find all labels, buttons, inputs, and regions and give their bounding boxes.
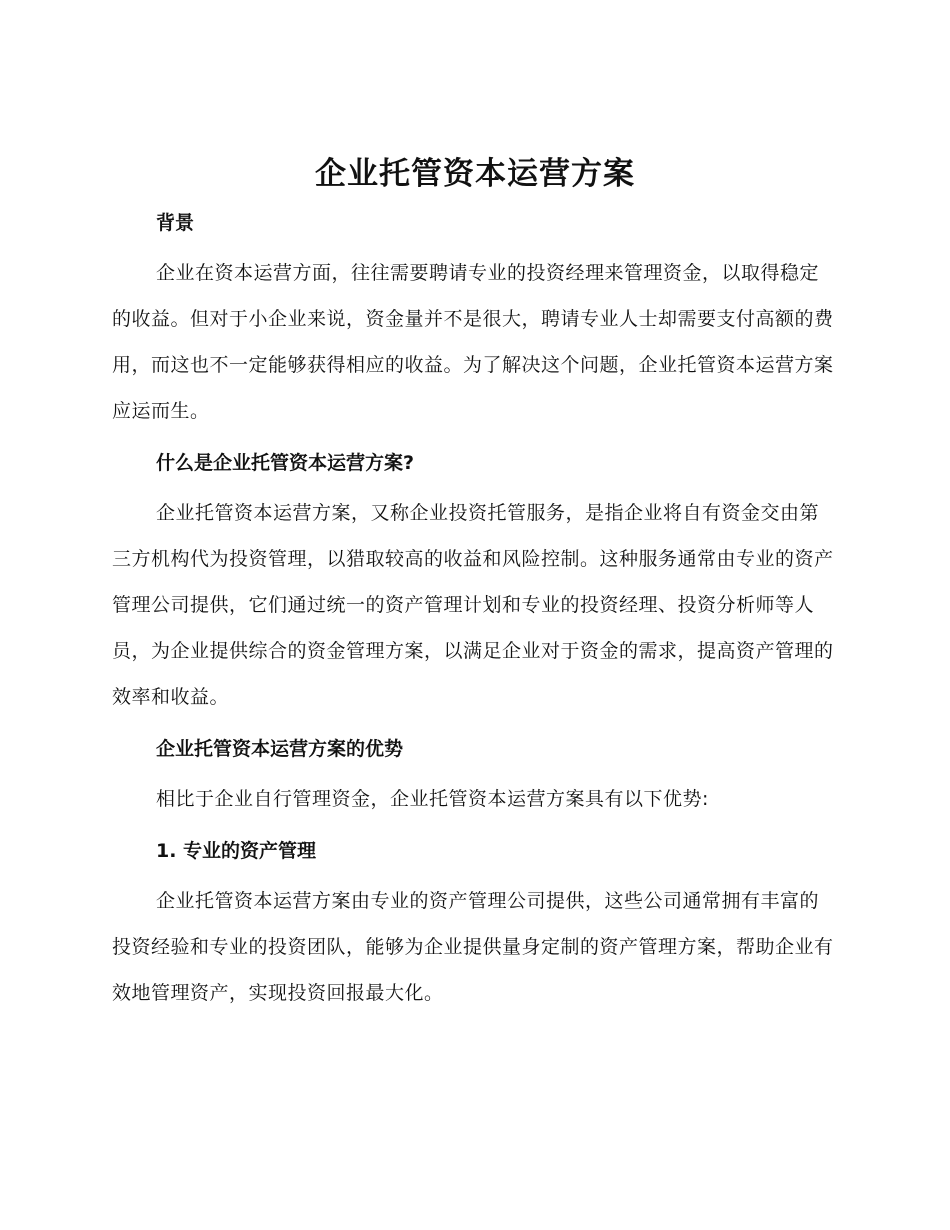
section-heading-background: 背景 — [156, 212, 195, 234]
section-heading-advantages: 企业托管资本运营方案的优势 — [156, 738, 404, 760]
section-paragraph-definition: 企业托管资本运营方案，又称企业投资托管服务，是指企业将自有资金交由第三方机构代为投资管理，以猎取较高的收益和风险控制。这种服务通常由专业的资产管理公司提供，它们通过统一的资产管理计划和专业的投资经理、投资分析师等人员，为企业提供综合的资金管理方案，以满足企业对于资金的需求，提高资产管理的效率和收益。 — [112, 502, 834, 708]
section-paragraph-background: 企业在资本运营方面，往往需要聘请专业的投资经理来管理资金，以取得稳定的收益。但对于小企业来说，资金量并不是很大，聘请专业人士却需要支付高额的费用，而这也不一定能够获得相应的收益。为了解决这个问题，企业托管资本运营方案应运而生。 — [112, 262, 834, 422]
section-paragraph-professional-management: 企业托管资本运营方案由专业的资产管理公司提供，这些公司通常拥有丰富的投资经验和专业的投资团队，能够为企业提供量身定制的资产管理方案，帮助企业有效地管理资产，实现投资回报最大化。 — [112, 890, 834, 1004]
section-heading-professional-management: 1. 专业的资产管理 — [156, 840, 317, 862]
document-title: 企业托管资本运营方案 — [315, 156, 635, 192]
section-heading-definition: 什么是企业托管资本运营方案? — [156, 452, 415, 474]
document-page — [112, 148, 838, 1016]
section-paragraph-advantages: 相比于企业自行管理资金，企业托管资本运营方案具有以下优势: — [156, 788, 709, 810]
